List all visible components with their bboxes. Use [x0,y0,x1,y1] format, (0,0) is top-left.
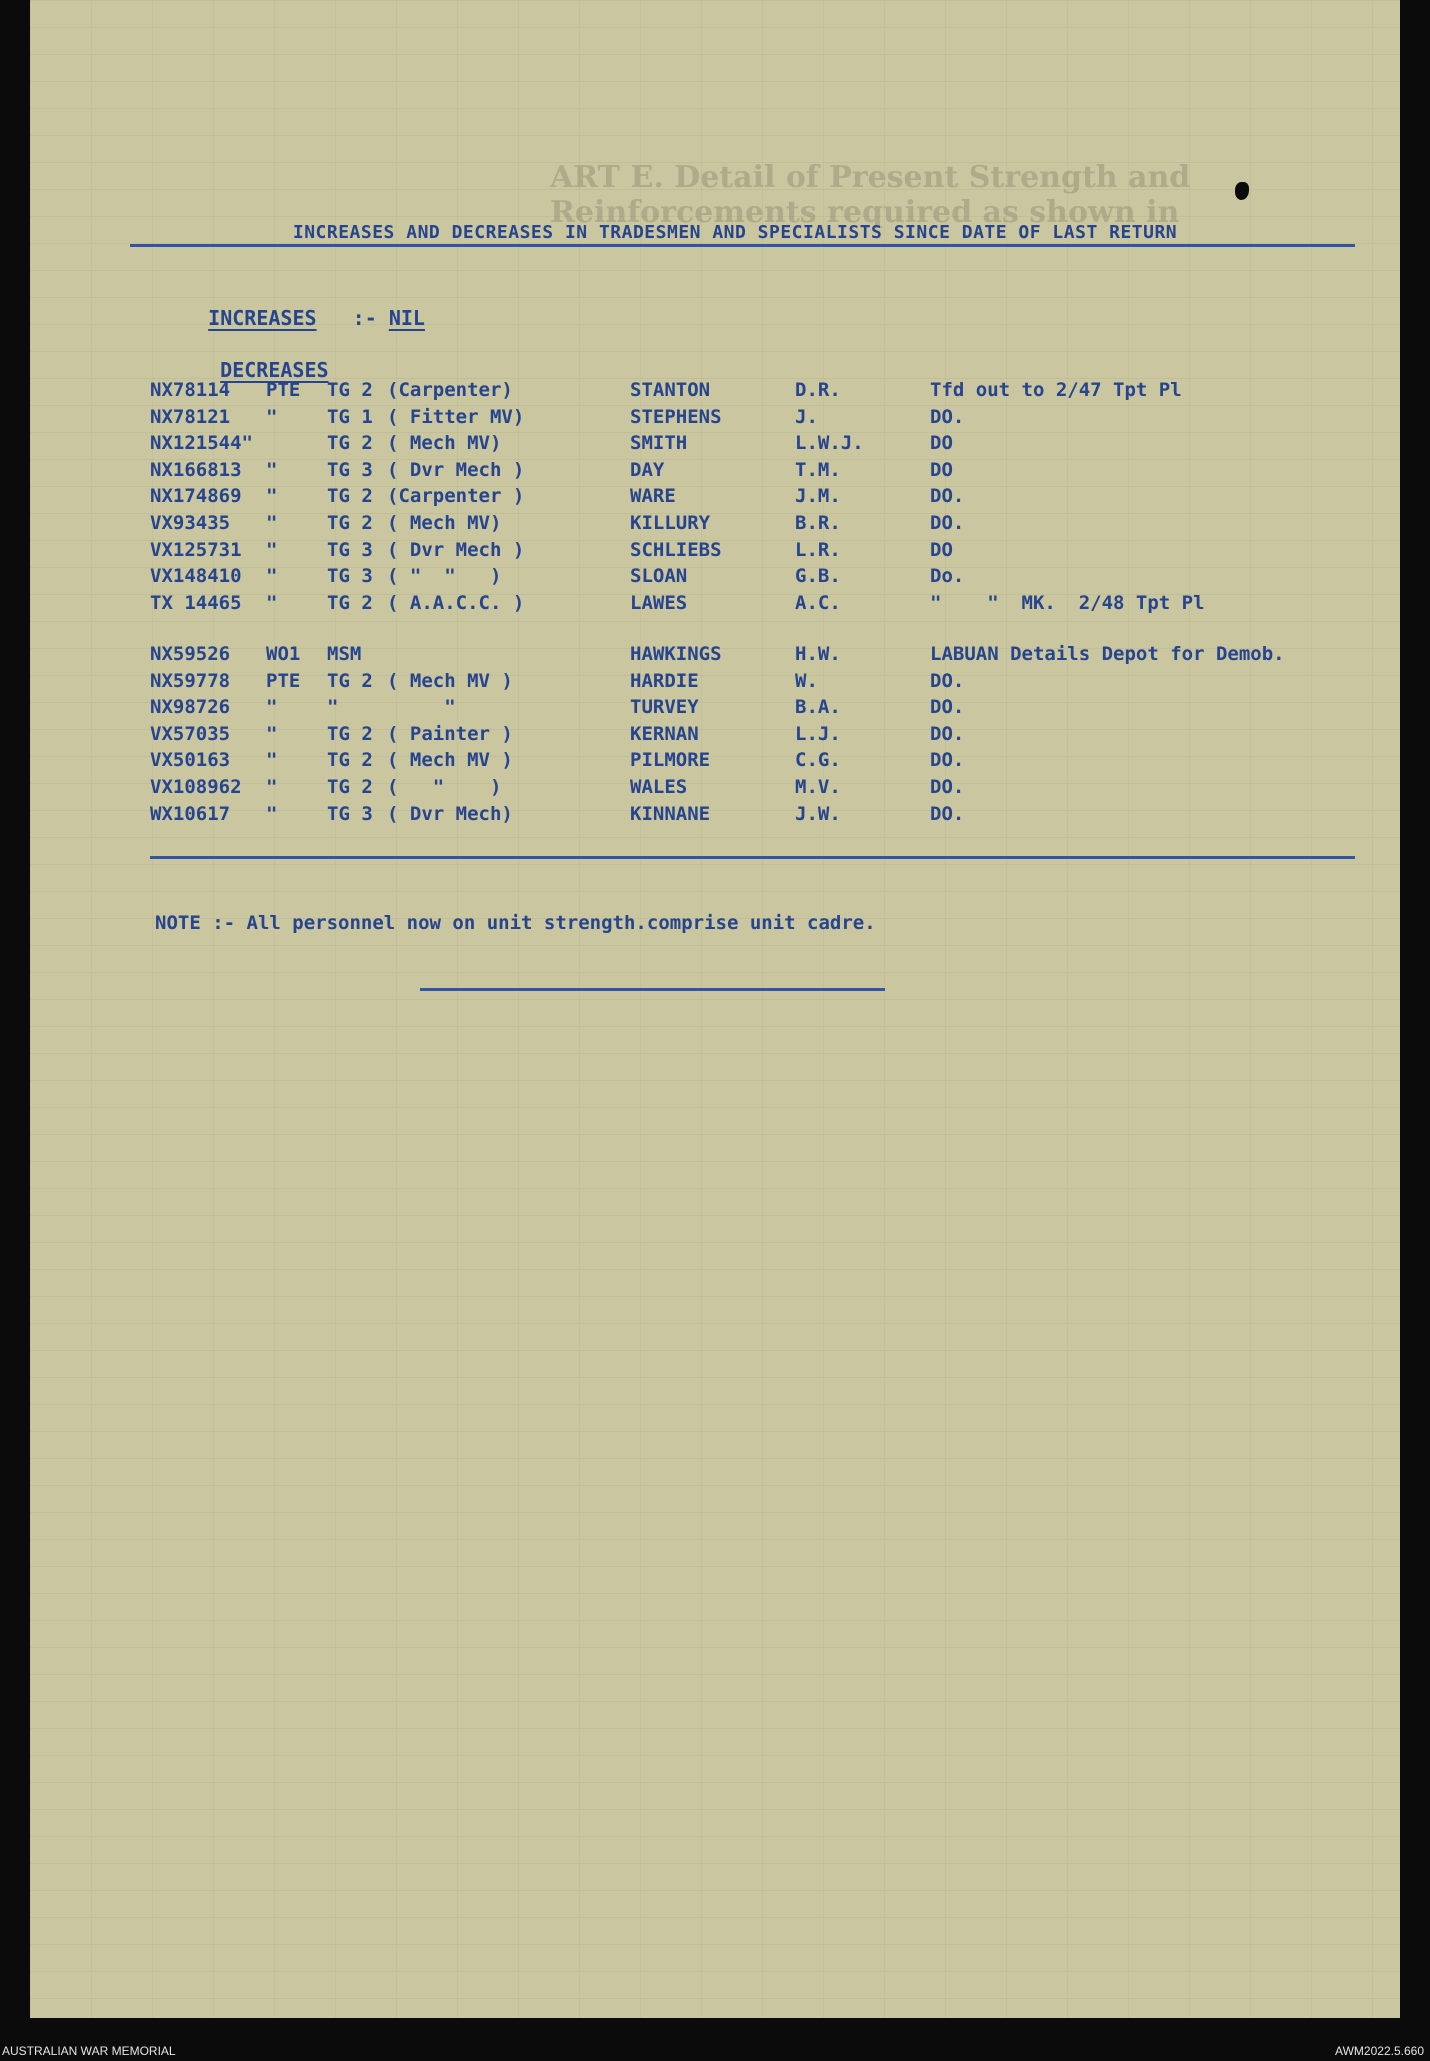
detail: DO. [930,512,965,534]
service-number: NX78114 [150,379,231,401]
footer-credit: AUSTRALIAN WAR MEMORIAL [2,2044,176,2058]
initials: J. [795,405,818,428]
table-row [30,512,1400,538]
increases-label: INCREASES [208,306,317,330]
detail: DO. [930,405,965,428]
table-row [30,485,1400,511]
initials: B.A. [795,696,841,719]
table-row [30,539,1400,565]
service-number: VX50163 [150,749,231,772]
rank: " [266,591,278,614]
trade-group: MSM [327,643,362,665]
trade: ( Mech MV ) [387,749,513,772]
table-row [30,406,1400,432]
surname: SMITH [630,432,688,455]
rank: " [266,802,278,825]
service-number: NX59526 [150,643,231,665]
table-row [30,459,1400,485]
service-number: NX121544" [150,432,253,455]
detail: Do. [930,565,965,588]
trade-group: TG 2 [327,591,373,614]
surname: SCHLIEBS [630,538,722,561]
initials: D.R. [795,379,841,401]
rank: " [266,512,278,534]
rank: " [266,405,278,428]
trade: ( Painter ) [387,722,513,745]
detail: DO. [930,485,965,508]
rank: " [266,776,278,798]
rank: PTE [266,669,301,692]
detail: DO. [930,776,965,798]
trade-group: TG 2 [327,776,373,798]
trade-group: TG 2 [327,722,373,745]
detail: Tfd out to 2/47 Tpt Pl [930,379,1182,401]
surname: WARE [630,485,676,508]
rank: " [266,538,278,561]
trade: (Carpenter) [387,379,513,401]
signature-rule [420,988,885,991]
initials: J.M. [795,485,841,508]
service-number: TX 14465 [150,591,242,614]
footer-id: AWM2022.5.660 [1335,2044,1424,2058]
surname: HAWKINGS [630,643,722,665]
trade-group: TG 2 [327,512,373,534]
trade-group: TG 2 [327,485,373,508]
surname: STANTON [630,379,711,401]
service-number: NX166813 [150,458,242,481]
heading-rule [130,244,1355,247]
initials: H.W. [795,643,841,665]
table-row [30,723,1400,749]
trade-group: TG 3 [327,538,373,561]
trade: (Carpenter ) [387,485,525,508]
detail: DO. [930,802,965,825]
rank: " [266,565,278,588]
initials: L.R. [795,538,841,561]
trade-group: TG 2 [327,432,373,455]
detail: " " MK. 2/48 Tpt Pl [930,591,1205,614]
service-number: VX57035 [150,722,231,745]
decreases-label: DECREASES [220,358,329,382]
table-row [30,379,1400,405]
trade: ( Dvr Mech ) [387,458,525,481]
surname: WALES [630,776,688,798]
service-number: VX125731 [150,538,242,561]
trade: ( Mech MV) [387,432,502,455]
document-page [30,0,1400,2018]
rank: PTE [266,379,301,401]
rank: " [266,458,278,481]
table-row [30,696,1400,722]
initials: C.G. [795,749,841,772]
surname: KILLURY [630,512,711,534]
initials: W. [795,669,818,692]
detail: DO. [930,722,965,745]
service-number: NX59778 [150,669,231,692]
table-row [30,565,1400,591]
trade-group: " [327,696,339,719]
service-number: NX98726 [150,696,231,719]
table-row [30,776,1400,802]
trade: ( Mech MV) [387,512,502,534]
table-bottom-rule [150,856,1355,859]
trade-group: TG 3 [327,565,373,588]
detail: DO [930,432,953,455]
rank: " [266,696,278,719]
table-row [30,670,1400,696]
surname: HARDIE [630,669,699,692]
trade: " [387,696,456,719]
detail: LABUAN Details Depot for Demob. [930,643,1285,665]
note-text: NOTE :- All personnel now on unit strength.comprise unit cadre. [155,912,876,934]
service-number: VX148410 [150,565,242,588]
rank: WO1 [266,643,301,665]
service-number: VX93435 [150,512,231,534]
detail: DO [930,458,953,481]
trade: ( A.A.C.C. ) [387,591,525,614]
ghost-print: ART E. Detail of Present Strength and Reinforcements required as shown in [550,160,1191,230]
table-row [30,643,1400,669]
surname: PILMORE [630,749,711,772]
table-row [30,592,1400,618]
initials: T.M. [795,458,841,481]
initials: J.W. [795,802,841,825]
surname: DAY [630,458,665,481]
detail: DO. [930,696,965,719]
trade-group: TG 3 [327,458,373,481]
initials: M.V. [795,776,841,798]
initials: A.C. [795,591,841,614]
table-row [30,749,1400,775]
trade: ( " " ) [387,565,502,588]
rank: " [266,749,278,772]
service-number: WX10617 [150,802,231,825]
surname: LAWES [630,591,688,614]
service-number: NX78121 [150,405,231,428]
initials: G.B. [795,565,841,588]
surname: TURVEY [630,696,699,719]
trade: ( Fitter MV) [387,405,525,428]
table-row [30,803,1400,829]
surname: KERNAN [630,722,699,745]
increases-sep: :- [352,306,377,330]
trade: ( Mech MV ) [387,669,513,692]
detail: DO. [930,669,965,692]
service-number: VX108962 [150,776,242,798]
trade-group: TG 1 [327,405,373,428]
table-row [30,432,1400,458]
rank: " [266,485,278,508]
detail: DO. [930,749,965,772]
increases-value: NIL [388,306,425,330]
trade: ( " ) [387,776,502,798]
trade-group: TG 2 [327,669,373,692]
initials: B.R. [795,512,841,534]
trade-group: TG 3 [327,802,373,825]
initials: L.J. [795,722,841,745]
initials: L.W.J. [795,432,864,455]
surname: KINNANE [630,802,711,825]
service-number: NX174869 [150,485,242,508]
detail: DO [930,538,953,561]
trade-group: TG 2 [327,379,373,401]
trade-group: TG 2 [327,749,373,772]
trade: ( Dvr Mech ) [387,538,525,561]
trade: ( Dvr Mech) [387,802,513,825]
surname: SLOAN [630,565,688,588]
page-heading: INCREASES AND DECREASES IN TRADESMEN AND SPECIALISTS SINCE DATE OF LAST RETURN [292,222,1178,243]
footer-bar [0,2040,1430,2061]
surname: STEPHENS [630,405,722,428]
rank: " [266,722,278,745]
